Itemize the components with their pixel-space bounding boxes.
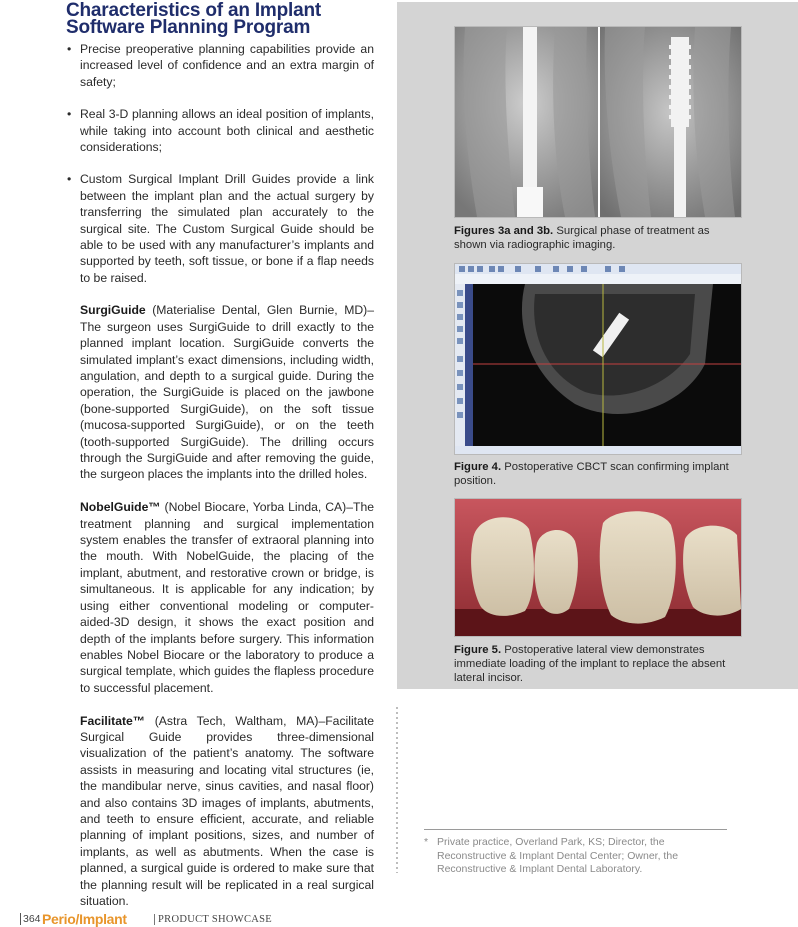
title-line-2: Software Planning Program bbox=[66, 17, 311, 38]
radiograph-image bbox=[455, 27, 741, 217]
section-label: PRODUCT SHOWCASE bbox=[154, 914, 272, 925]
paragraph-lead: SurgiGuide bbox=[80, 303, 146, 318]
figure-label: Figure 4. bbox=[454, 461, 502, 473]
footnote-text: Private practice, Overland Park, KS; Director, the Reconstructive & Implant Dental Center; Owner, the Reconstructive & Implant Dental Laboratory. bbox=[437, 836, 679, 875]
bullet-icon: • bbox=[67, 172, 72, 187]
paragraph-facilitate bbox=[80, 713, 374, 910]
list-item bbox=[66, 106, 374, 155]
figure-4-cbct-scan bbox=[454, 263, 742, 455]
figure-5-caption bbox=[454, 643, 742, 685]
paragraph-text: (Astra Tech, Waltham, MA)–Facilitate Surgical Guide provides three-dimensional visualization of the patient’s anatomy. The software assists in measuring and locating vital structures (ie, the mandibular nerve, sinus cavities, and nasal floor) and also contains 3D images of implants, abutments, and teeth to ensure efficient, accurate, and reliable planning of implant positions, sizes, and number of implants, as well as abutments. When the case is planned, a surgical guide is ordered to make sure that the planning result will be replicated in a real surgical situation. bbox=[80, 713, 374, 909]
characteristics-list bbox=[66, 41, 374, 286]
figure-caption-text: Surgical phase of treatment as shown via radiographic imaging. bbox=[454, 225, 710, 251]
paragraph-text: (Nobel Biocare, Yorba Linda, CA)–The treatment planning and surgical implementation system enables the transfer of extraoral planning into the mouth. With NobelGuide, the placing of the implant, abutment, and restorative crown or bridge, is simultaneous. It is applicable for any indication; by using either conventional modeling or computer-aided-3D design, it shows the exact position and depth of the implants before surgery. This information enables Nobel Biocare or the laboratory to produce a surgical template, which guides the flapless procedure to successful placement. bbox=[80, 500, 374, 695]
cbct-image bbox=[455, 264, 741, 454]
bullet-icon: • bbox=[67, 42, 72, 56]
page-footer bbox=[20, 911, 420, 927]
figure-4-caption bbox=[454, 460, 742, 488]
asterisk-icon: * bbox=[424, 836, 429, 848]
dotted-divider bbox=[396, 707, 398, 873]
paragraph-lead: Facilitate™ bbox=[80, 713, 146, 728]
paragraph-text: (Materialise Dental, Glen Burnie, MD)–The surgeon uses SurgiGuide to drill exactly to the planned implant location. SurgiGuide converts the simulated implant’s exact dimensions, including width, angulation, and depth to a surgical guide. During the operation, the SurgiGuide is placed on the jawbone (bone-supported SurgiGuide), on the soft tissue (mucosa-supported SurgiGuide), or on the teeth (tooth-supported SurgiGuide). The drilling occurs through the SurgiGuide and after removing the guide, the surgeon places the implants into the drilled holes. bbox=[80, 303, 374, 482]
list-item bbox=[66, 41, 374, 90]
paragraph-nobelguide bbox=[80, 499, 374, 696]
paragraph-lead: NobelGuide™ bbox=[80, 500, 161, 515]
footnote bbox=[424, 836, 734, 877]
list-item-text: Precise preoperative planning capabilities provide an increased level of confidence and an extra margin of safety; bbox=[80, 42, 374, 89]
figure-5-clinical-photo bbox=[454, 498, 742, 637]
article-column bbox=[66, 0, 374, 926]
figure-3-radiographs bbox=[454, 26, 742, 218]
figure-caption-text: Postoperative CBCT scan confirming implant position. bbox=[454, 461, 729, 487]
article-title bbox=[66, 2, 374, 36]
title-line-1: Characteristics of an Implant bbox=[66, 0, 321, 21]
paragraph-surgiguide bbox=[80, 302, 374, 482]
figure-3-caption bbox=[454, 224, 742, 252]
figure-label: Figure 5. bbox=[454, 644, 502, 656]
clinical-photo-image bbox=[455, 499, 741, 636]
list-item-text: Custom Surgical Implant Drill Guides provide a link between the implant plan and the actual surgery by transferring the simulated plan accurately to the surgical site. The Custom Surgical Guide should be able to be used with any manufacturer’s implants and supported by teeth, soft tissue, or bone if a flap needs to be raised. bbox=[80, 172, 374, 285]
page-number: 364 bbox=[20, 913, 41, 925]
bullet-icon: • bbox=[67, 107, 72, 122]
figure-label: Figures 3a and 3b. bbox=[454, 225, 554, 237]
list-item-text: Real 3-D planning allows an ideal position of implants, while taking into account both clinical and aesthetic considerations; bbox=[80, 107, 374, 155]
figure-caption-text: Postoperative lateral view demonstrates immediate loading of the implant to replace the absent lateral incisor. bbox=[454, 644, 726, 684]
publication-brand: Perio/Implant bbox=[42, 911, 127, 927]
footnote-rule bbox=[424, 829, 727, 830]
list-item bbox=[66, 171, 374, 286]
